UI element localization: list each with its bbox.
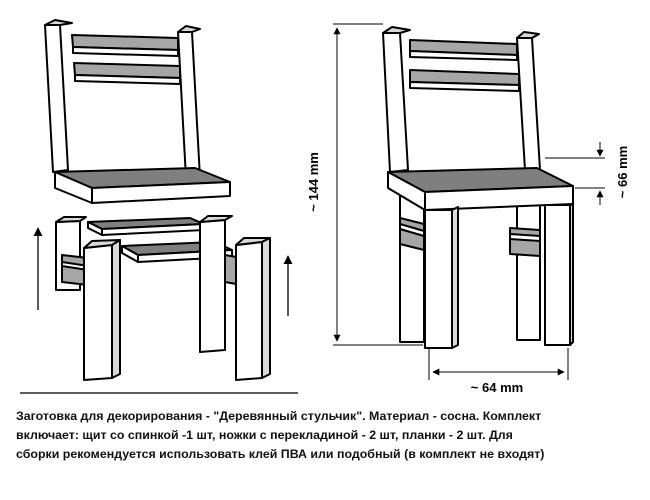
- assembled-left-back-post: [383, 33, 408, 172]
- width-dimension-label: ~ 64 mm: [470, 380, 524, 395]
- assembled-right-crossbar: [510, 228, 540, 256]
- assembled-right-back-post: [517, 38, 540, 170]
- height-dimension-label: ~ 144 mm: [306, 152, 321, 212]
- seat-thickness-label: ~ 66 mm: [615, 145, 630, 199]
- right-legs-part: [200, 216, 270, 380]
- caption-line-1: Заготовка для декорирования - "Деревянный стульчик". Материал - сосна. Комплект: [16, 409, 542, 423]
- left-legs-part: [56, 217, 120, 380]
- right-back-post: [178, 32, 200, 178]
- caption-line-3: сборки рекомендуется использовать клей ПВА или подобный (в комплект не входят): [16, 447, 545, 461]
- assembled-chair: [383, 27, 573, 348]
- seat-with-backrest-part: [45, 20, 230, 203]
- left-back-post: [45, 25, 68, 172]
- product-description: [16, 407, 641, 464]
- width-dimension: [429, 348, 568, 380]
- caption-line-2: включает: щит со спинкой -1 шт, ножки с перекладиной - 2 шт, планки - 2 шт. Для: [16, 428, 513, 442]
